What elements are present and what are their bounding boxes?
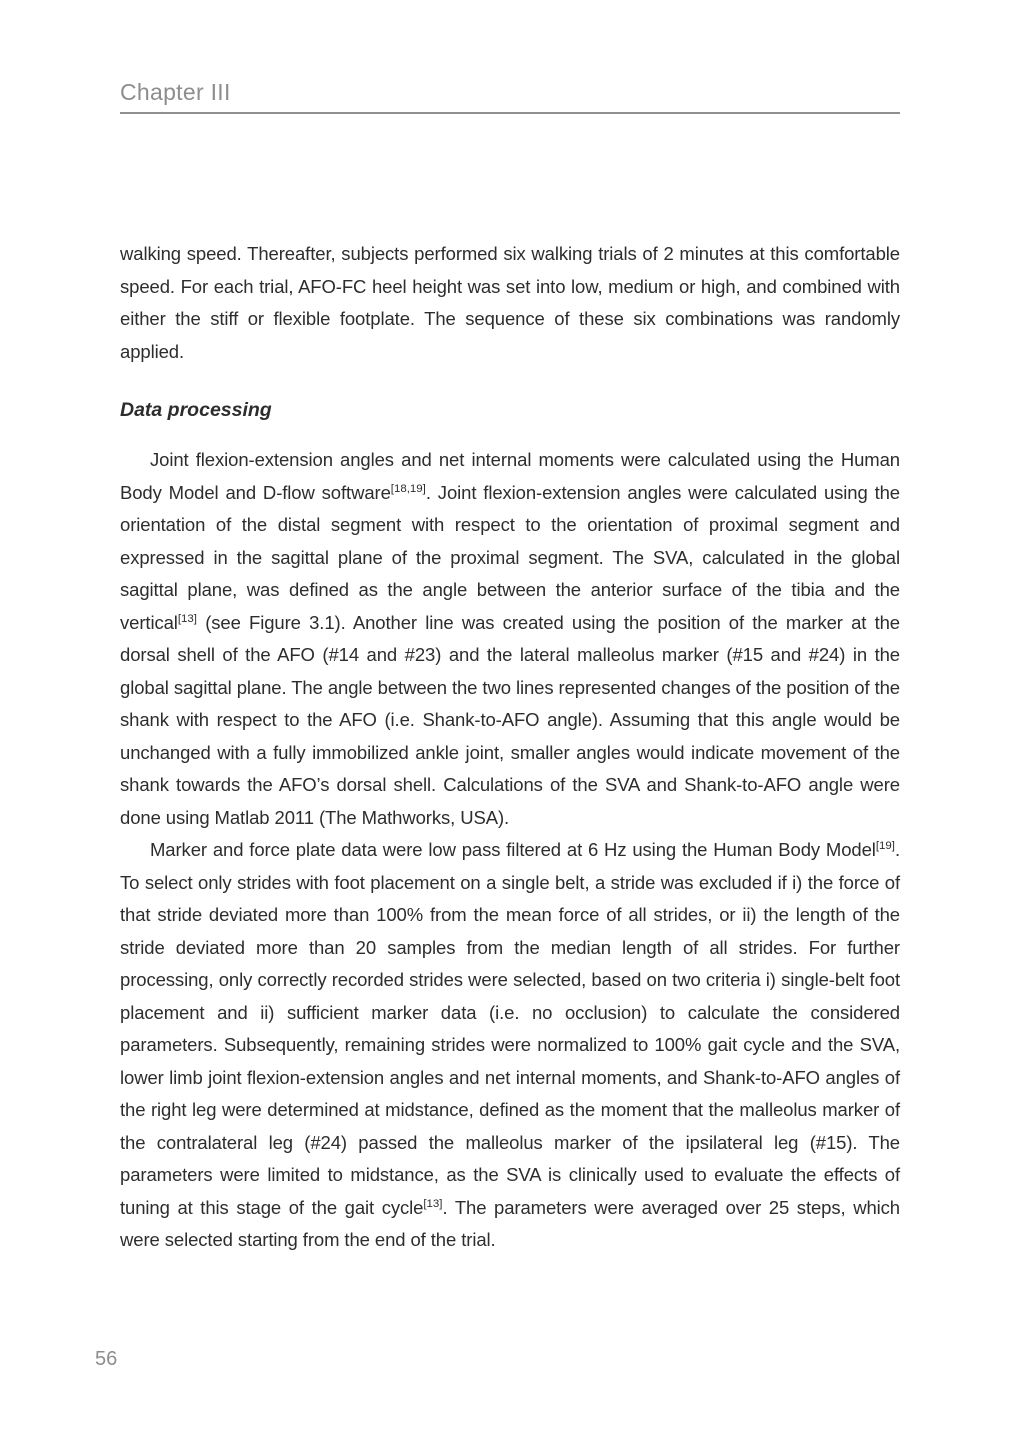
text-run: Joint flexion-extension angles and net internal moments were calculated using the Human Body Model and D-flow software [120, 449, 900, 503]
text-run: . To select only strides with foot placement on a single belt, a stride was excluded if i) the force of that stride deviated more than 100% from the mean force of all strides, or ii) the length of the stride deviated more than 20 samples from the median length of all strides. For further processing, only correctly recorded strides were selected, based on two criteria i) single-belt foot placement and ii) sufficient marker data (i.e. no occlusion) to calculate the considered parameters. Subsequently, remaining strides were normalized to 100% gait cycle and the SVA, lower limb joint flexion-extension angles and net internal moments, and Shank-to-AFO angles of the right leg were determined at midstance, defined as the moment that the malleolus marker of the contralateral leg (#24) passed the malleolus marker of the ipsilateral leg (#15). The parameters were limited to midstance, as the SVA is clinically used to evaluate the effects of tuning at this stage of the gait cycle [120, 839, 900, 1218]
text-run: . Joint flexion-extension angles were calculated using the orientation of the distal segment with respect to the orientation of proximal segment and expressed in the sagittal plane of the proximal segment. The SVA, calculated in the global sagittal plane, was defined as the angle between the anterior surface of the tibia and the vertical [120, 481, 900, 633]
text-run: (see Figure 3.1). Another line was created using the position of the marker at the dorsal shell of the AFO (#14 and #23) and the lateral malleolus marker (#15 and #24) in the global sagittal plane. The angle between the two lines represented changes of the position of the shank with respect to the AFO (i.e. Shank-to-AFO angle). Assuming that this angle would be unchanged with a fully immobilized ankle joint, smaller angles would indicate movement of the shank towards the AFO’s dorsal shell. Calculations of the SVA and Shank-to-AFO angle were done using Matlab 2011 (The Mathworks, USA). [120, 611, 900, 828]
section-heading-data-processing: Data processing [120, 399, 272, 421]
citation-ref-19: [19] [875, 839, 895, 852]
page-number: 56 [95, 1348, 118, 1370]
citation-ref-13: [13] [177, 612, 197, 625]
paragraph-walking-speed: walking speed. Thereafter, subjects performed six walking trials of 2 minutes at this comfortable speed. For each trial, AFO-FC heel height was set into low, medium or high, and combined with either the stiff or flexible footplate. The sequence of these six combinations was randomly applied. [120, 243, 900, 362]
page-body [120, 238, 900, 1257]
text-run: Marker and force plate data were low pass filtered at 6 Hz using the Human Body Model [150, 839, 876, 860]
paragraph-joint-angles [120, 444, 900, 834]
content-column [120, 0, 900, 1257]
text-run: . The parameters were averaged over 25 steps, which were selected starting from the end of the trial. [120, 1196, 900, 1250]
header-rule [120, 112, 900, 114]
chapter-title: Chapter III [120, 79, 231, 105]
citation-ref-18-19: [18,19] [390, 482, 426, 495]
page-header [120, 80, 900, 114]
paragraph-marker-filtering [120, 834, 900, 1257]
citation-ref-13-2: [13] [423, 1197, 443, 1210]
